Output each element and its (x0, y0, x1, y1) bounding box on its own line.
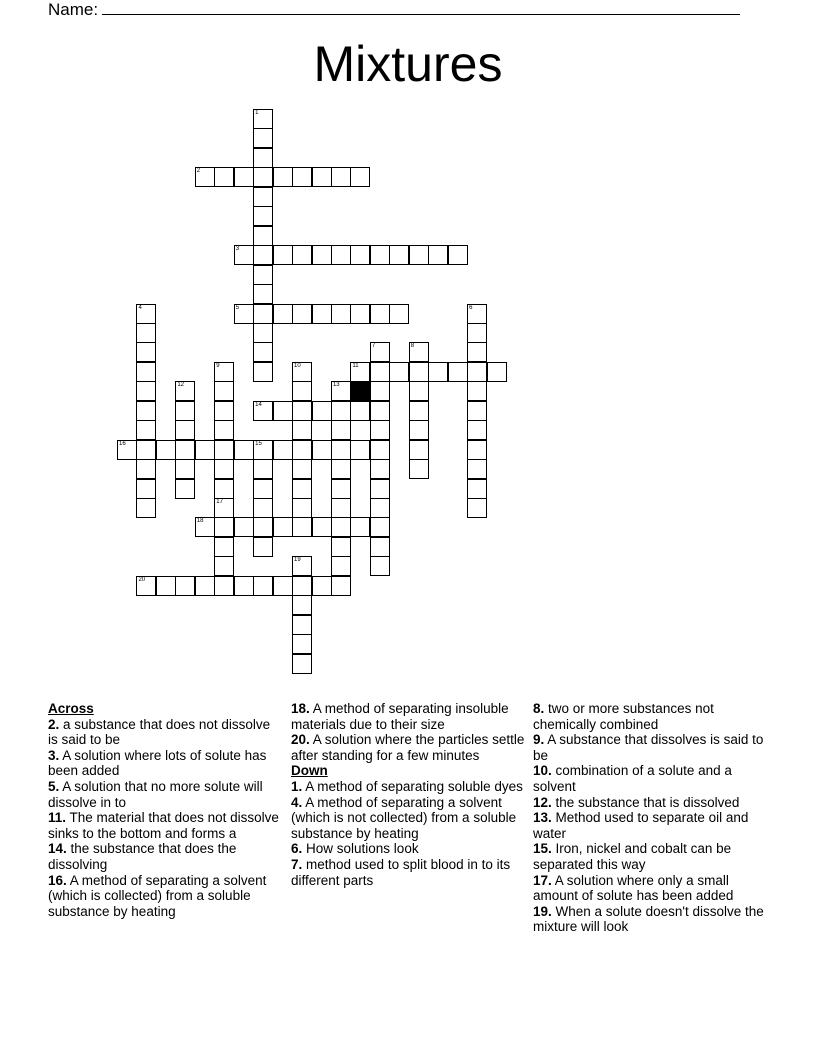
clue-column-1 (48, 701, 283, 919)
clue-number: 11. (48, 810, 67, 826)
crossword-cell[interactable] (195, 167, 215, 187)
crossword-cell[interactable] (175, 401, 195, 421)
crossword-cell[interactable] (350, 362, 370, 382)
crossword-cell[interactable] (409, 245, 429, 265)
crossword-cell[interactable] (214, 401, 234, 421)
crossword-cell[interactable] (292, 517, 312, 537)
cell-number: 1 (255, 110, 259, 116)
crossword-cell[interactable] (117, 440, 137, 460)
clue (533, 732, 768, 763)
clue (291, 857, 526, 888)
crossword-black-cell (350, 381, 370, 401)
crossword-cell[interactable] (370, 342, 390, 362)
crossword-cell[interactable] (253, 576, 273, 596)
cell-number: 19 (294, 557, 301, 564)
crossword-cell[interactable] (273, 440, 293, 460)
crossword-cell[interactable] (234, 576, 254, 596)
clue-number: 15. (533, 841, 552, 857)
clue-text: How solutions look (302, 841, 419, 857)
clue-number: 10. (533, 763, 552, 779)
clue-text: A method of separating insoluble materials due to their size (291, 701, 509, 732)
crossword-cell[interactable] (312, 167, 332, 187)
crossword-cell[interactable] (136, 342, 156, 362)
crossword-cell[interactable] (214, 459, 234, 479)
crossword-cell[interactable] (467, 440, 487, 460)
crossword-cell[interactable] (253, 323, 273, 343)
crossword-cell[interactable] (292, 304, 312, 324)
clue (48, 748, 283, 779)
crossword-cell[interactable] (136, 381, 156, 401)
crossword-cell[interactable] (331, 517, 351, 537)
crossword-cell[interactable] (214, 167, 234, 187)
crossword-cell[interactable] (292, 362, 312, 382)
crossword-cell[interactable] (370, 440, 390, 460)
crossword-cell[interactable] (312, 440, 332, 460)
crossword-cell[interactable] (331, 420, 351, 440)
crossword-cell[interactable] (331, 537, 351, 557)
cell-number: 15 (255, 440, 262, 447)
clue (533, 810, 768, 841)
crossword-cell[interactable] (292, 654, 312, 674)
crossword-cell[interactable] (136, 459, 156, 479)
down-heading: Down (291, 763, 328, 779)
crossword-cell[interactable] (136, 401, 156, 421)
clue (533, 701, 768, 732)
crossword-cell[interactable] (467, 479, 487, 499)
clue (533, 904, 768, 935)
crossword-cell[interactable] (214, 556, 234, 576)
crossword-cell[interactable] (273, 401, 293, 421)
crossword-cell[interactable] (331, 576, 351, 596)
crossword-cell[interactable] (253, 498, 273, 518)
crossword-cell[interactable] (136, 420, 156, 440)
crossword-cell[interactable] (292, 556, 312, 576)
crossword-cell[interactable] (136, 323, 156, 343)
crossword-cell[interactable] (253, 128, 273, 148)
crossword-cell[interactable] (370, 459, 390, 479)
cell-number: 10 (294, 362, 301, 369)
crossword-cell[interactable] (292, 440, 312, 460)
clue (533, 841, 768, 872)
cell-number: 2 (196, 168, 201, 175)
clue-text: A solution where the particles settle after standing for a few minutes (291, 732, 525, 763)
crossword-cell[interactable] (292, 479, 312, 499)
crossword-cell[interactable] (253, 517, 273, 537)
crossword-cell[interactable] (331, 401, 351, 421)
crossword-cell[interactable] (409, 459, 429, 479)
crossword-cell[interactable] (292, 634, 312, 654)
crossword-cell[interactable] (292, 401, 312, 421)
crossword-cell[interactable] (312, 517, 332, 537)
crossword-cell[interactable] (273, 576, 293, 596)
crossword-cell[interactable] (370, 556, 390, 576)
name-label: Name: (48, 0, 99, 19)
clue (48, 841, 283, 872)
crossword-cell[interactable] (214, 420, 234, 440)
crossword-cell[interactable] (331, 556, 351, 576)
crossword-cell[interactable] (156, 440, 176, 460)
clue-text: the substance that does the dissolving (48, 841, 237, 872)
clue (291, 795, 526, 842)
clue-number: 6. (291, 841, 303, 857)
clue-number: 13. (533, 810, 552, 826)
crossword-cell[interactable] (370, 362, 390, 382)
cell-number: 6 (469, 304, 473, 311)
crossword-cell[interactable] (292, 381, 312, 401)
clue-text: Iron, nickel and cobalt can be separated this way (533, 841, 732, 872)
crossword-cell[interactable] (253, 265, 273, 285)
cell-number: 9 (216, 362, 220, 369)
crossword-cell[interactable] (214, 517, 234, 537)
crossword-cell[interactable] (350, 517, 370, 537)
crossword-cell[interactable] (253, 401, 273, 421)
crossword-cell[interactable] (253, 167, 273, 187)
crossword-cell[interactable] (428, 245, 448, 265)
clue-number: 20. (291, 732, 310, 748)
across-heading: Across (48, 701, 94, 716)
crossword-cell[interactable] (214, 537, 234, 557)
crossword-cell[interactable] (292, 420, 312, 440)
crossword-cell[interactable] (331, 459, 351, 479)
crossword-cell[interactable] (350, 304, 370, 324)
crossword-cell[interactable] (136, 498, 156, 518)
clue-text: A substance that dissolves is said to be (533, 732, 764, 763)
crossword-cell[interactable] (273, 304, 293, 324)
crossword-cell[interactable] (195, 576, 215, 596)
clue (291, 841, 526, 857)
cell-number: 13 (332, 382, 340, 389)
clue-number: 16. (48, 872, 67, 888)
crossword-cell[interactable] (214, 381, 234, 401)
crossword-cell[interactable] (292, 498, 312, 518)
cell-number: 16 (119, 440, 126, 447)
crossword-cell[interactable] (136, 304, 156, 324)
crossword-cell[interactable] (331, 440, 351, 460)
clue-text: the substance that is dissolved (551, 794, 740, 810)
crossword-cell[interactable] (136, 479, 156, 499)
crossword-cell[interactable] (409, 381, 429, 401)
clue-number: 14. (48, 841, 67, 857)
crossword-cell[interactable] (253, 304, 273, 324)
crossword-cell[interactable] (409, 362, 429, 382)
crossword-cell[interactable] (253, 284, 273, 304)
clue (533, 795, 768, 811)
clue-column-2 (291, 701, 526, 888)
clue-number: 17. (533, 872, 552, 888)
crossword-cell[interactable] (331, 498, 351, 518)
crossword-cell[interactable] (389, 304, 409, 324)
clue-text: A method of separating soluble dyes (302, 778, 523, 794)
crossword-cell[interactable] (234, 440, 254, 460)
crossword-cell[interactable] (234, 167, 254, 187)
crossword-cell[interactable] (370, 381, 390, 401)
crossword-cell[interactable] (175, 381, 195, 401)
crossword-cell[interactable] (253, 109, 273, 129)
clue-text: A solution where lots of solute has been added (48, 747, 267, 779)
crossword-cell[interactable] (467, 401, 487, 421)
crossword-cell[interactable] (292, 459, 312, 479)
crossword-cell[interactable] (292, 595, 312, 615)
crossword-cell[interactable] (253, 537, 273, 557)
crossword-cell[interactable] (312, 245, 332, 265)
crossword-cell[interactable] (195, 440, 215, 460)
crossword-cell[interactable] (370, 304, 390, 324)
crossword-cell[interactable] (409, 342, 429, 362)
crossword-cell[interactable] (409, 401, 429, 421)
clue-number: 18. (291, 701, 310, 716)
cell-number: 5 (235, 304, 240, 311)
crossword-cell[interactable] (389, 362, 409, 382)
cell-number: 4 (138, 304, 142, 311)
crossword-cell[interactable] (448, 362, 468, 382)
clue-number: 5. (48, 778, 60, 794)
crossword-cell[interactable] (273, 517, 293, 537)
clue (48, 810, 283, 841)
crossword-cell[interactable] (467, 304, 487, 324)
crossword-cell[interactable] (467, 323, 487, 343)
crossword-cell[interactable] (175, 420, 195, 440)
crossword-cell[interactable] (214, 362, 234, 382)
crossword-cell[interactable] (234, 517, 254, 537)
crossword-cell[interactable] (273, 167, 293, 187)
crossword-cell[interactable] (370, 420, 390, 440)
crossword-cell[interactable] (370, 517, 390, 537)
crossword-cell[interactable] (136, 576, 156, 596)
clue-text: A method of separating a solvent (which is collected) from a soluble substance by heating (48, 872, 267, 919)
crossword-cell[interactable] (175, 459, 195, 479)
crossword-cell[interactable] (448, 245, 468, 265)
crossword-cell[interactable] (253, 479, 273, 499)
crossword-cell[interactable] (409, 420, 429, 440)
crossword-cell[interactable] (331, 479, 351, 499)
clue-text: Method used to separate oil and water (533, 810, 749, 841)
clue (291, 701, 526, 732)
crossword-cell[interactable] (175, 479, 195, 499)
crossword-cell[interactable] (253, 148, 273, 168)
crossword-cell[interactable] (156, 576, 176, 596)
clue-number: 8. (533, 701, 545, 716)
crossword-cell[interactable] (467, 498, 487, 518)
clue (533, 763, 768, 794)
crossword-cell[interactable] (234, 245, 254, 265)
crossword-cell[interactable] (234, 304, 254, 324)
crossword-cell[interactable] (136, 440, 156, 460)
crossword-cell[interactable] (214, 498, 234, 518)
crossword-cell[interactable] (331, 167, 351, 187)
clue-number: 19. (533, 903, 552, 919)
clue (291, 732, 526, 763)
cell-number: 18 (196, 518, 204, 525)
crossword-cell[interactable] (214, 479, 234, 499)
crossword-cell[interactable] (136, 362, 156, 382)
crossword-cell[interactable] (292, 167, 312, 187)
clue (291, 779, 526, 795)
crossword-cell[interactable] (312, 401, 332, 421)
crossword-cell[interactable] (331, 304, 351, 324)
clue-text: When a solute doesn't dissolve the mixture will look (533, 903, 764, 935)
crossword-cell[interactable] (467, 420, 487, 440)
crossword-cell[interactable] (331, 245, 351, 265)
clue (48, 873, 283, 920)
crossword-cell[interactable] (370, 537, 390, 557)
crossword-cell[interactable] (253, 226, 273, 246)
crossword-cell[interactable] (214, 440, 234, 460)
clue-number: 1. (291, 778, 303, 794)
crossword-cell[interactable] (253, 440, 273, 460)
crossword-cell[interactable] (253, 362, 273, 382)
clue-text: a substance that does not dissolve is said to be (48, 716, 271, 748)
clue (533, 873, 768, 904)
cell-number: 8 (410, 343, 415, 350)
crossword-cell[interactable] (331, 381, 351, 401)
clue-text: A solution where only a small amount of solute has been added (533, 872, 734, 904)
page-title: Mixtures (313, 36, 503, 92)
clue-column-3 (533, 701, 768, 935)
clue-number: 7. (291, 856, 303, 872)
clue-text: two or more substances not chemically combined (533, 701, 714, 732)
crossword-cell[interactable] (467, 362, 487, 382)
crossword-cell[interactable] (370, 498, 390, 518)
crossword-cell[interactable] (350, 440, 370, 460)
crossword-cell[interactable] (253, 206, 273, 226)
cell-number: 17 (216, 499, 223, 505)
crossword-cell[interactable] (487, 362, 507, 382)
crossword-cell[interactable] (253, 245, 273, 265)
crossword-cell[interactable] (467, 459, 487, 479)
crossword-cell[interactable] (409, 440, 429, 460)
crossword-cell[interactable] (175, 440, 195, 460)
cell-number: 20 (138, 576, 146, 583)
cell-number: 12 (177, 382, 185, 389)
clue-number: 9. (533, 732, 545, 748)
crossword-cell[interactable] (195, 517, 215, 537)
crossword-cell[interactable] (350, 401, 370, 421)
crossword-cell[interactable] (175, 576, 195, 596)
clue-number: 12. (533, 794, 552, 810)
clue-text: A solution that no more solute will dissolve in to (48, 778, 263, 810)
clue-text: A method of separating a solvent (which is not collected) from a soluble substance by heating (291, 794, 517, 841)
clue-text: combination of a solute and a solvent (533, 763, 732, 794)
crossword-cell[interactable] (370, 479, 390, 499)
cell-number: 7 (371, 343, 376, 350)
crossword-cell[interactable] (292, 245, 312, 265)
crossword-cell[interactable] (253, 459, 273, 479)
clue-text: method used to split blood in to its different parts (291, 856, 511, 888)
crossword-cell[interactable] (312, 304, 332, 324)
crossword-cell[interactable] (467, 381, 487, 401)
crossword-cell[interactable] (350, 167, 370, 187)
crossword-cell[interactable] (467, 342, 487, 362)
crossword-cell[interactable] (253, 187, 273, 207)
crossword-cell[interactable] (370, 401, 390, 421)
clue-text: The material that does not dissolve sinks to the bottom and forms a (48, 810, 279, 841)
clue-number: 3. (48, 747, 60, 763)
clue-number: 2. (48, 716, 60, 732)
crossword-cell[interactable] (389, 245, 409, 265)
crossword-cell[interactable] (292, 615, 312, 635)
crossword-cell[interactable] (370, 245, 390, 265)
crossword-cell[interactable] (273, 245, 293, 265)
crossword-cell[interactable] (350, 245, 370, 265)
cell-number: 11 (352, 362, 359, 369)
cell-number: 14 (255, 401, 262, 408)
clue (48, 717, 283, 748)
crossword-cell[interactable] (428, 362, 448, 382)
clue-number: 4. (291, 794, 303, 810)
crossword-cell[interactable] (214, 576, 234, 596)
crossword-cell[interactable] (292, 576, 312, 596)
clue (48, 779, 283, 810)
crossword-cell[interactable] (253, 342, 273, 362)
crossword-cell[interactable] (312, 576, 332, 596)
cell-number: 3 (235, 246, 240, 253)
